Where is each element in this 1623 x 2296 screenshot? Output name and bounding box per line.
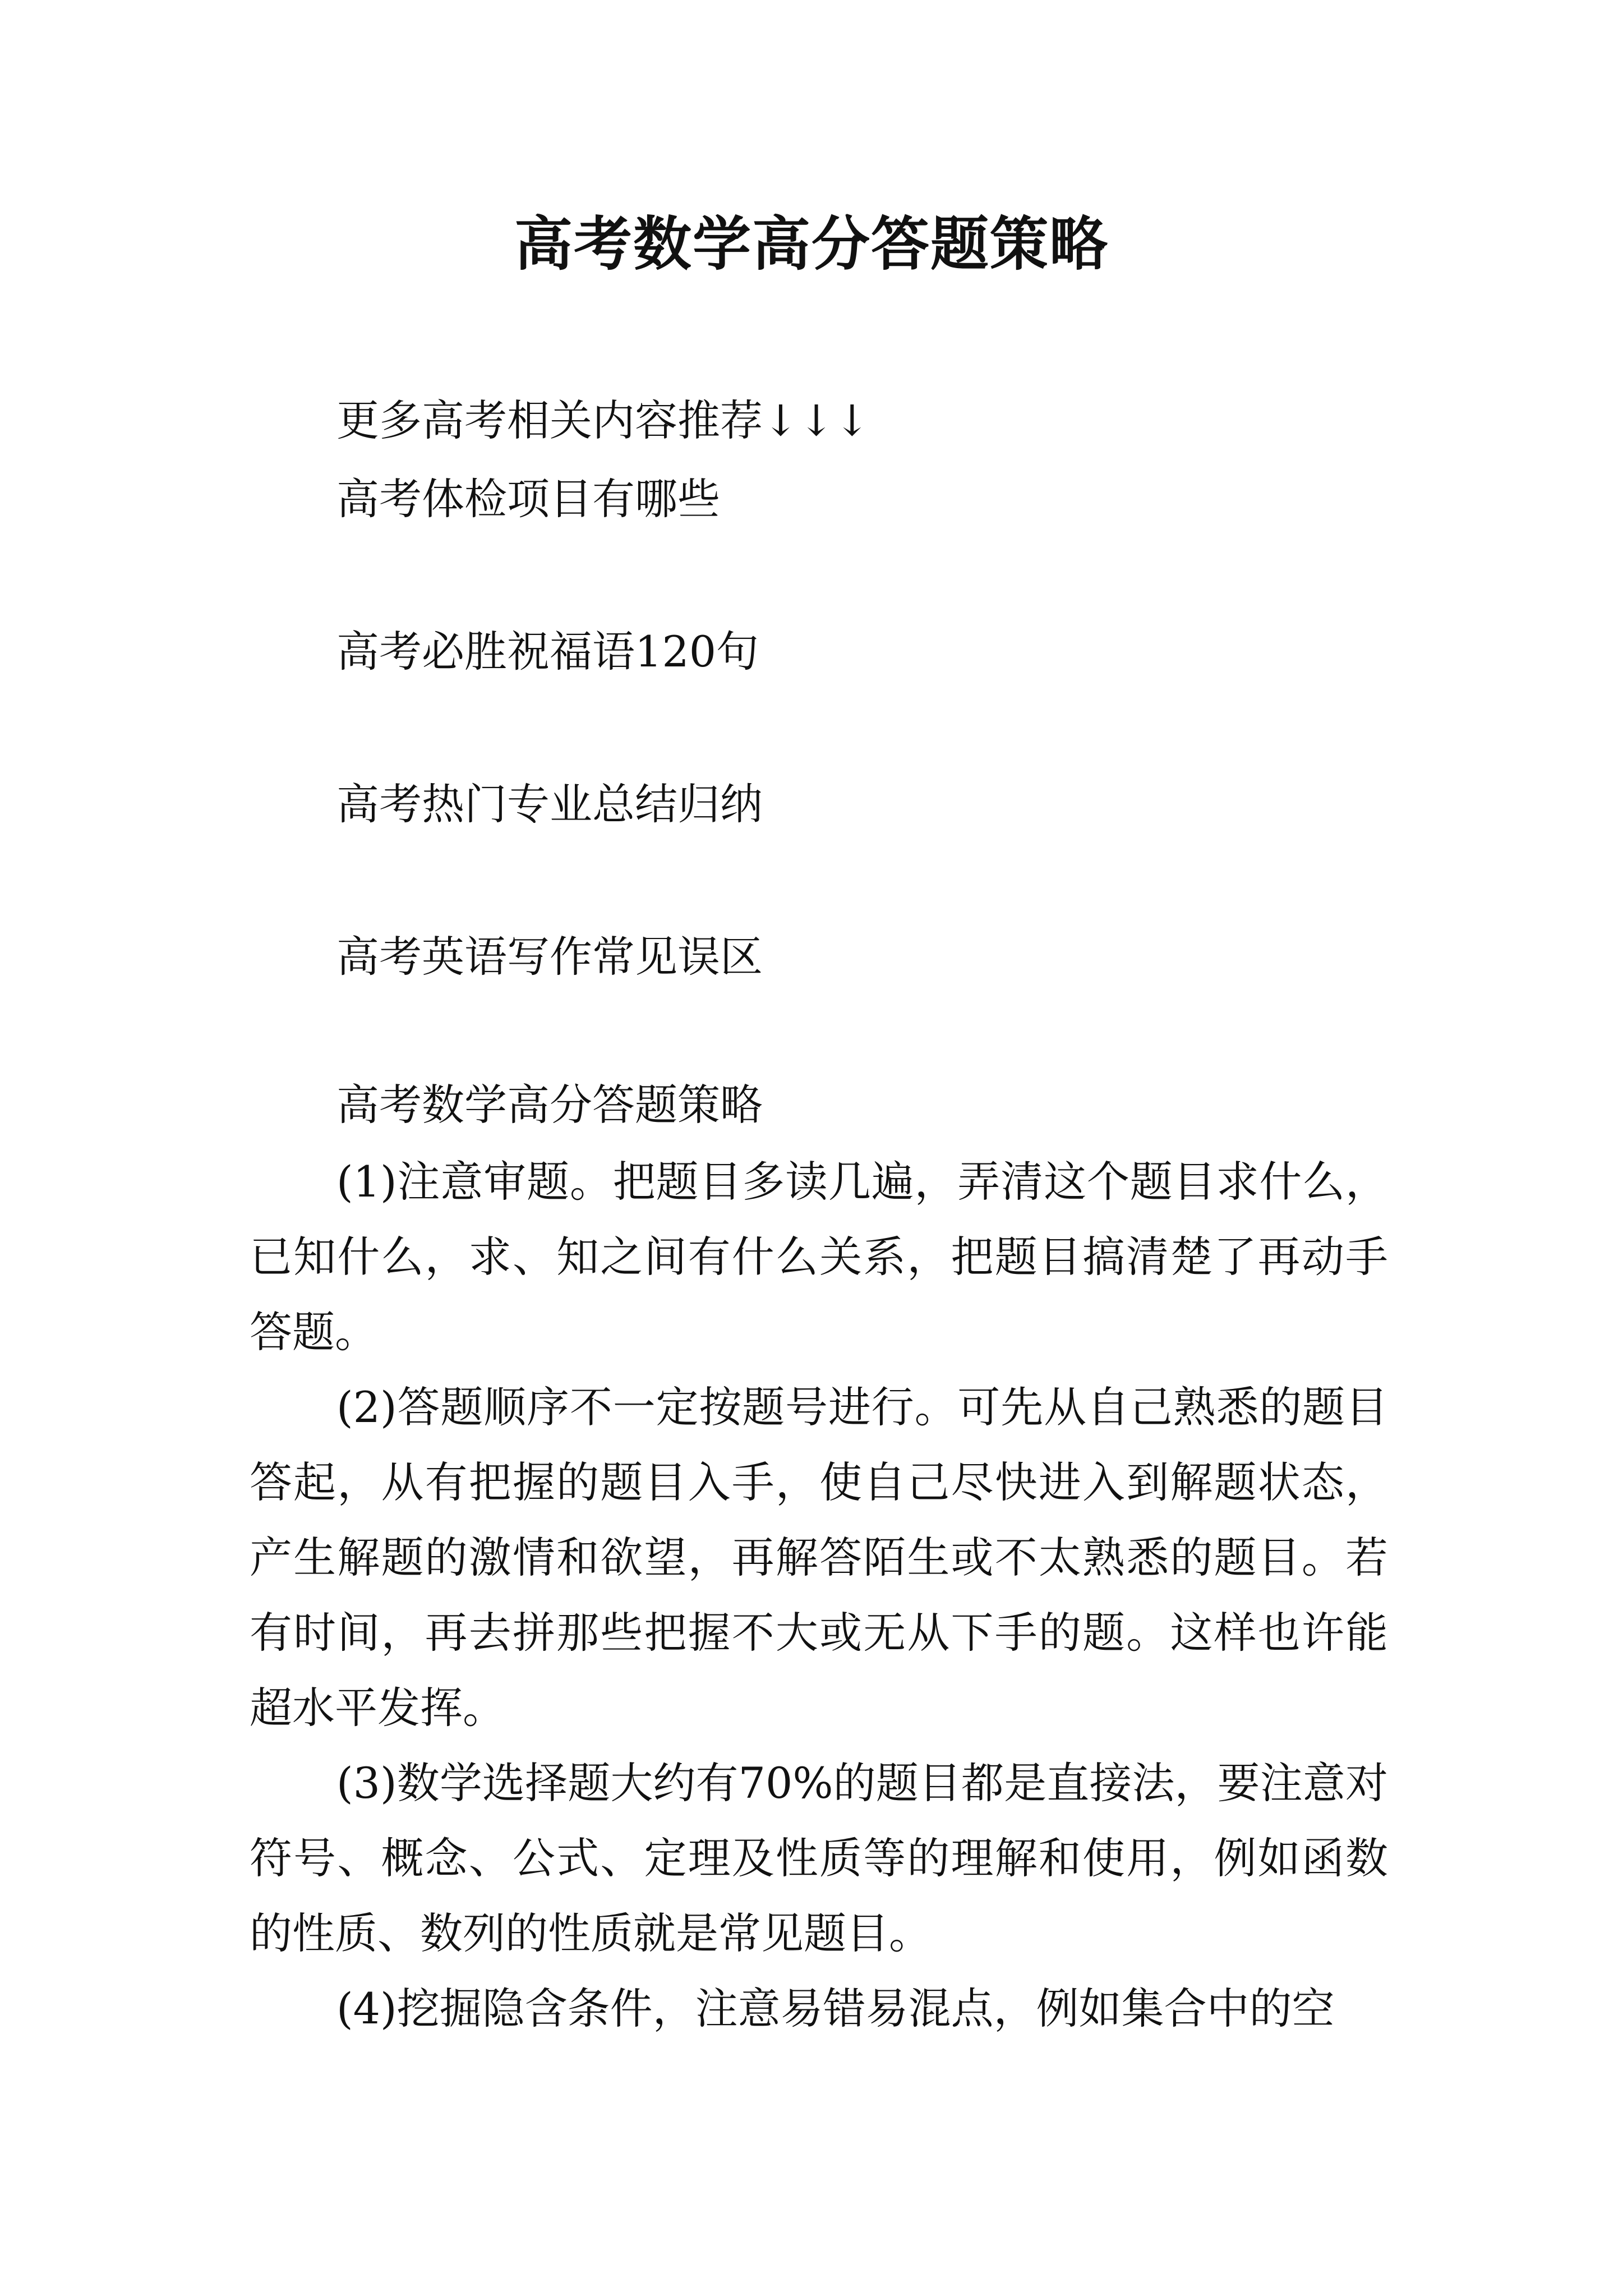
article-paragraph: (4)挖掘隐含条件，注意易错易混点，例如集合中的空 [336, 1984, 1335, 2033]
related-link-physical-exam[interactable]: 高考体检项目有哪些 [336, 474, 720, 524]
article-paragraph: (1)注意审题。把题目多读几遍，弄清这个题目求什么，已知什么，求、知之间有什么关系，把题目搞清楚了再动手答题。 [250, 1157, 1388, 1357]
related-link-popular-majors[interactable]: 高考热门专业总结归纳 [336, 779, 763, 829]
article-paragraph: (2)答题顺序不一定按题号进行。可先从自己熟悉的题目答起，从有把握的题目入手，使自己尽快进入到解题状态，产生解题的激情和欲望，再解答陌生或不太熟悉的题目。若有时间，再去拼那些把握不大或无从下手的题。这样也许能超水平发挥。 [250, 1382, 1388, 1733]
document-title: 高考数学高分答题策略 [514, 209, 1109, 278]
related-links-section [336, 381, 1458, 996]
article-heading: 高考数学高分答题策略 [336, 1080, 763, 1130]
related-link-english-writing[interactable]: 高考英语写作常见误区 [336, 932, 763, 982]
article-paragraph: (3)数学选择题大约有70%的题目都是直接法，要注意对符号、概念、公式、定理及性质等的理解和使用，例如函数的性质、数列的性质就是常见题目。 [250, 1758, 1388, 1958]
related-link-blessings[interactable]: 高考必胜祝福语120句 [336, 627, 759, 677]
article-body [250, 1144, 1388, 2046]
related-heading: 更多高考相关内容推荐↓↓↓ [336, 395, 870, 445]
